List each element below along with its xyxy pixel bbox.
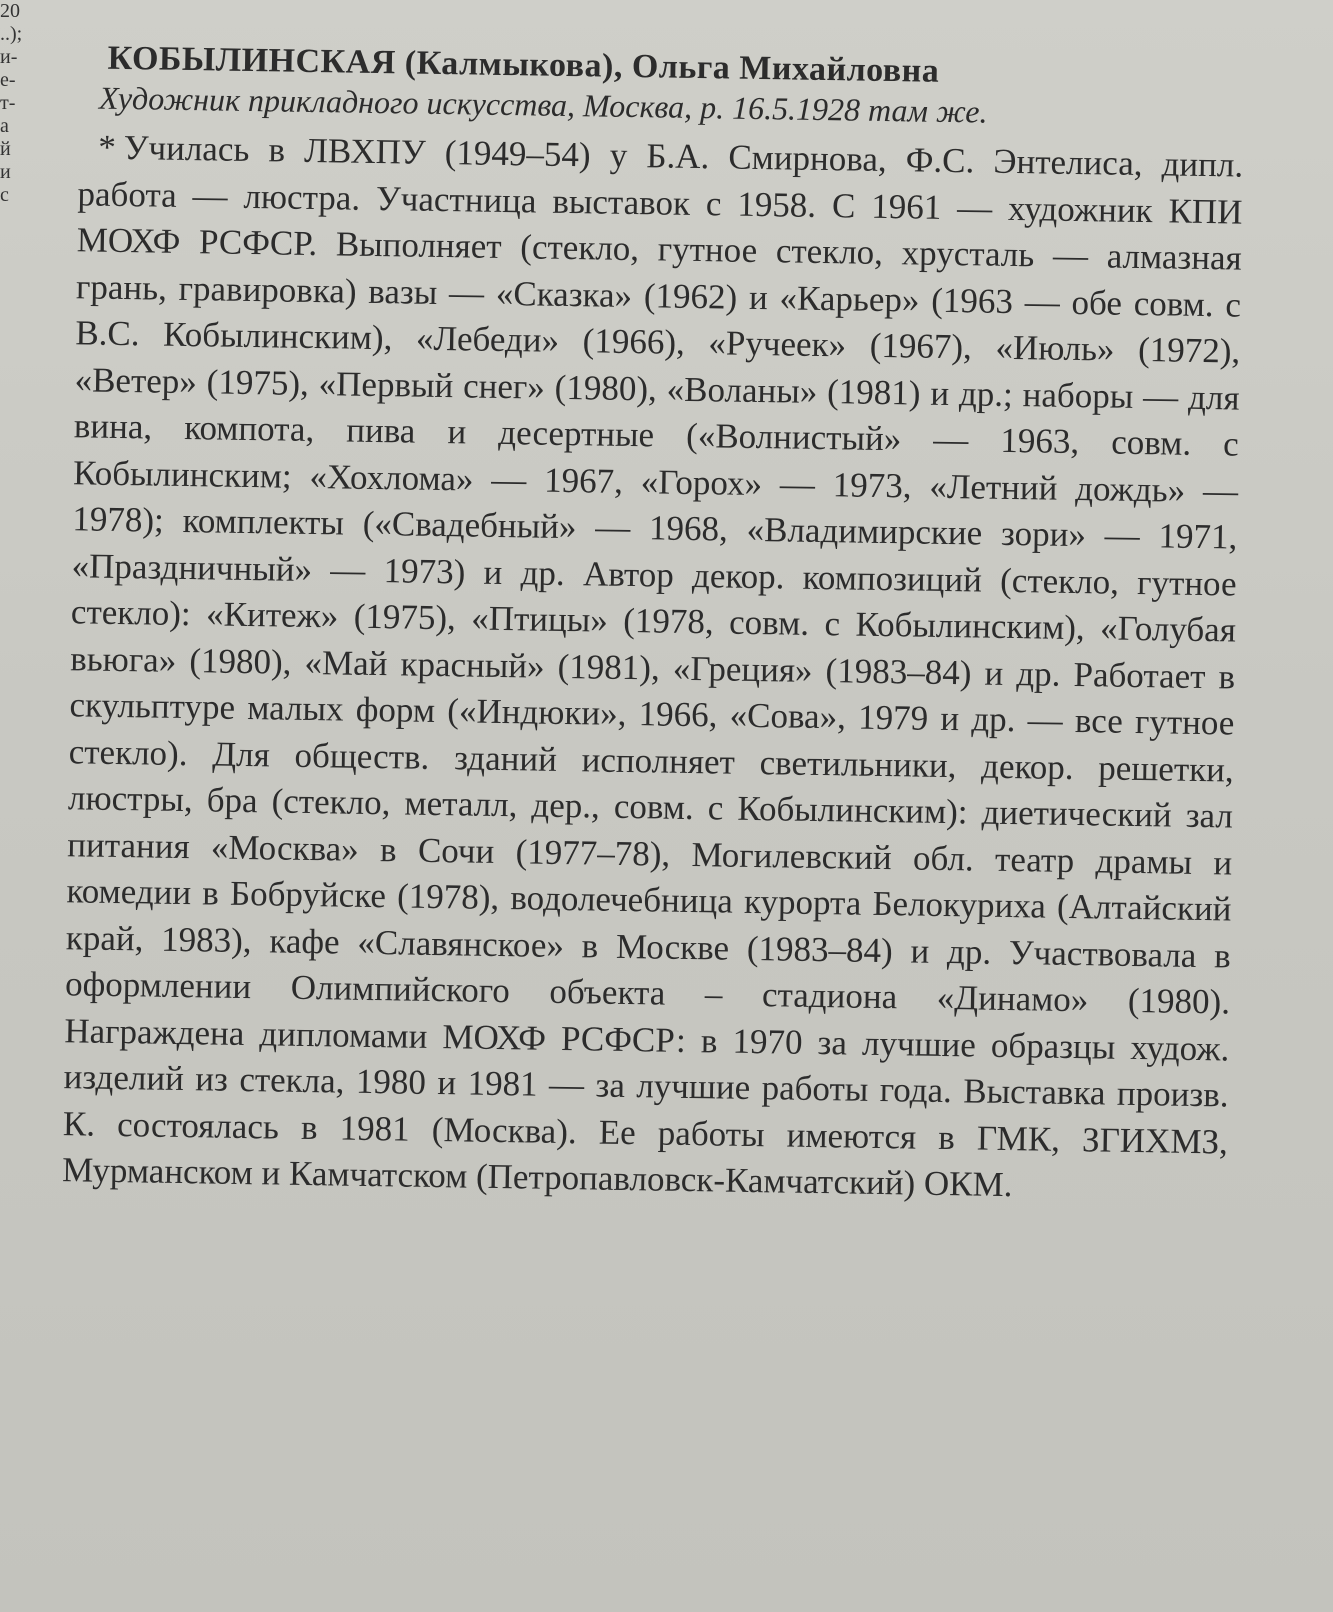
margin-fragment: и- xyxy=(0,46,18,68)
margin-fragment: а xyxy=(0,115,9,137)
entry-body xyxy=(62,124,1244,1212)
margin-fragment: т- xyxy=(0,92,16,114)
entry-name: (Калмыкова), Ольга Михайловна xyxy=(395,44,940,90)
margin-fragment: й xyxy=(0,138,11,160)
margin-fragment: 20 xyxy=(0,0,20,22)
left-margin-fragments xyxy=(0,0,40,420)
margin-fragment: с xyxy=(0,184,9,206)
margin-fragment: е- xyxy=(0,69,16,91)
entry-subtitle: Художник прикладного искусства, Москва, р. 16.5.1928 там же. xyxy=(98,79,988,130)
margin-fragment: ..); xyxy=(0,23,23,45)
entry-body-text: Училась в ЛВХПУ (1949–54) у Б.А. Смирнова, Ф.С. Энтелиса, дипл. работа — люстра. Участница выставок с 1958. С 1961 — художник КПИ МОХФ РСФСР. Выполняет (стекло, гутное стекло, хрусталь — алмазная грань, гравировка) вазы — «Сказка» (1962) и «Карьер» (1963 — обе совм. с В.С. Кобылинским), «Лебеди» (1966), «Ручеек» (1967), «Июль» (1972), «Ветер» (1975), «Первый снег» (1980), «Воланы» (1981) и др.; наборы — для вина, компота, пива и десертные («Волнистый» — 1963, совм. с Кобылинским; «Хохлома» — 1967, «Горох» — 1973, «Летний дождь» — 1978); комплекты («Свадебный» — 1968, «Владимирские зори» — 1971, «Праздничный» — 1973) и др. Автор декор. композиций (стекло, гутное стекло): «Китеж» (1975), «Птицы» (1978, совм. с Кобылинским), «Голубая вьюга» (1980), «Май красный» (1981), «Греция» (1983–84) и др. Работает в скульптуре малых форм («Индюки», 1966, «Сова», 1979 и др. — все гутное стекло). Для обществ. зданий исполняет светильники, декор. решетки, люстры, бра (стекло, металл, дер., совм. с Кобылинским): диетический зал питания «Москва» в Сочи (1977–78), Могилевский обл. театр драмы и комедии в Бобруйске (1978), водолечебница курорта Белокуриха (Алтайский край, 1983), кафе «Славянское» в Москве (1983–84) и др. Участвовала в оформлении Олимпийского объекта – стадиона «Динамо» (1980). Награждена дипломами МОХФ РСФСР: в 1970 за лучшие образцы худож. изделий из стекла, 1980 и 1981 — за лучшие работы года. Выставка произв. К. состоялась в 1981 (Москва). Ее работы имеются в ГМК, ЗГИХМЗ, Мурманском и Камчатском (Петропавловск-Камчатский) ОКМ. xyxy=(61,128,1244,1205)
entry-marker: * xyxy=(97,127,117,167)
dictionary-entry xyxy=(42,38,1310,1213)
margin-fragment: и xyxy=(0,161,11,183)
entry-surname: КОБЫЛИНСКАЯ xyxy=(107,39,397,82)
